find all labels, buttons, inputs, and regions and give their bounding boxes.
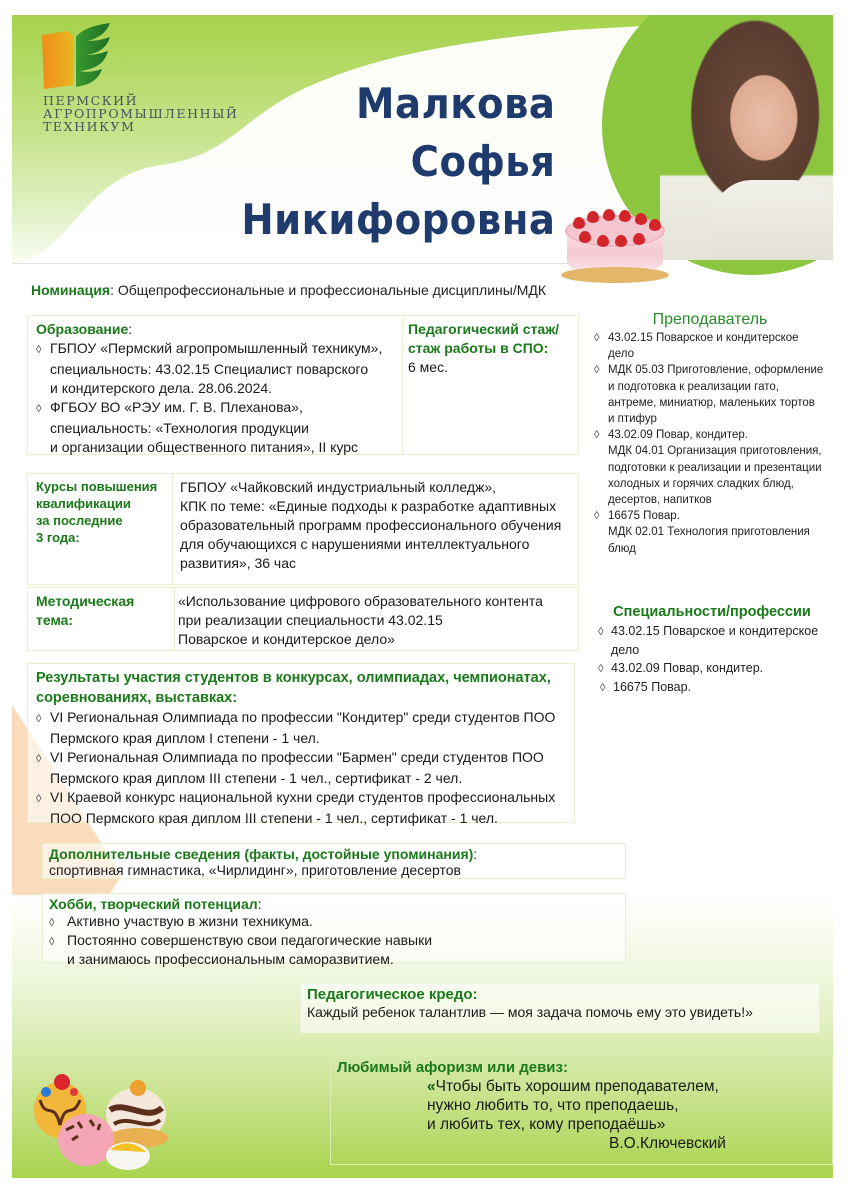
nomination-label: Номинация bbox=[31, 282, 111, 298]
hobby-box: Хобби, творческий потенциал: ◊ Активно участвую в жизни техникума. ◊ Постоянно совершенствую свои педагогические навыки и занимаюсь профессиональным саморазвитием. bbox=[42, 893, 626, 963]
additional-info-label: Дополнительные сведения (факты, достойные упоминания) bbox=[49, 846, 474, 862]
teacher-sweater bbox=[712, 180, 833, 260]
nomination-value: : Общепрофессиональные и профессиональные дисциплины/МДК bbox=[110, 282, 547, 298]
book-leaf-logo-icon bbox=[40, 23, 112, 89]
result-item: ◊ VI Региональная Олимпиада по профессии "Бармен" среди студентов ПОО Пермского края диплом III степени - 1 чел., сертификат - 2 чел. bbox=[36, 749, 544, 786]
specialty-item: ◊ 43.02.15 Поварское и кондитерское дело bbox=[598, 624, 819, 657]
result-item: ◊ VI Краевой конкурс национальной кухни среди студентов профессиональных ПОО Пермского края диплом III степени - 1 чел., сертификат - 1 чел. bbox=[36, 789, 556, 826]
specialties-title: Специальности/профессии bbox=[613, 604, 811, 620]
teacher-full-name bbox=[241, 75, 555, 249]
courses-value: ГБПОУ «Чайковский индустриальный колледж», КПК по теме: «Единые подходы к разработке адаптивных образовательный программ профессионального обучения для обучающихся с нарушениями интеллектуального развития», 36 час bbox=[180, 479, 562, 571]
method-topic-box bbox=[27, 587, 579, 651]
diamond-bullet-icon: ◊ bbox=[36, 793, 42, 805]
diamond-bullet-icon: ◊ bbox=[36, 753, 42, 765]
credo-value: Каждый ребенок талантлив — моя задача помочь ему это увидеть!» bbox=[307, 1004, 753, 1020]
teacher-subject-item: ◊ МДК 05.03 Приготовление, оформление и подготовка к реализации гато, антреме, миниатюр, маленьких тортов и птифур bbox=[594, 364, 824, 426]
aphorism-label: Любимый афоризм или девиз: bbox=[337, 1059, 568, 1076]
method-topic-value: «Использование цифрового образовательного контента при реализации специальности 43.02.15 Поварское и кондитерское дело» bbox=[178, 593, 543, 647]
additional-info-box: Дополнительные сведения (факты, достойные упоминания): спортивная гимнастика, «Чирлидинг», приготовление десертов bbox=[42, 843, 626, 879]
diamond-bullet-icon: ◊ bbox=[594, 332, 600, 344]
column-divider bbox=[174, 588, 175, 650]
credo-label: Педагогическое кредо: bbox=[307, 986, 478, 1003]
diamond-bullet-icon: ◊ bbox=[49, 936, 55, 948]
education-box bbox=[27, 315, 579, 455]
pedagogical-credo-box bbox=[300, 983, 820, 1033]
diamond-bullet-icon: ◊ bbox=[598, 626, 604, 638]
diamond-bullet-icon: ◊ bbox=[36, 403, 42, 415]
teacher-subject-item: ◊ 43.02.15 Поварское и кондитерское дело bbox=[594, 332, 799, 361]
diamond-bullet-icon: ◊ bbox=[598, 663, 604, 675]
experience-section bbox=[408, 320, 578, 377]
first-name: Софья bbox=[410, 137, 555, 186]
diamond-bullet-icon: ◊ bbox=[594, 510, 600, 523]
diamond-bullet-icon: ◊ bbox=[594, 429, 600, 442]
competition-results-box bbox=[27, 663, 575, 826]
teacher-section-title: Преподаватель bbox=[652, 311, 768, 328]
last-name: Малкова bbox=[355, 79, 555, 128]
aphorism-author: В.О.Ключевский bbox=[609, 1135, 726, 1152]
patronymic: Никифоровна bbox=[240, 195, 555, 244]
teacher-subjects-section bbox=[594, 310, 834, 557]
courses-box bbox=[27, 473, 579, 585]
nomination-line bbox=[31, 282, 546, 298]
page-margin-right bbox=[833, 0, 848, 1200]
specialty-item: ◊ 16675 Повар. bbox=[600, 678, 838, 697]
education-item: ◊ ГБПОУ «Пермский агропромышленный техникум», специальность: 43.02.15 Специалист поварского и кондитерского дела. 28.06.2024. bbox=[36, 340, 383, 396]
profile-page bbox=[12, 15, 833, 1178]
teacher-subject-item: ◊ 43.02.09 Повар, кондитер. МДК 04.01 Организация приготовления, подготовки к реализации и презентации холодных и горячих сладких блюд, десертов, напитков bbox=[594, 429, 822, 507]
header-divider bbox=[12, 263, 572, 264]
column-divider bbox=[172, 474, 173, 584]
additional-info-value: спортивная гимнастика, «Чирлидинг», приготовление десертов bbox=[49, 862, 461, 878]
results-title: Результаты участия студентов в конкурсах, олимпиадах, чемпионатах, соревнованиях, выставках: bbox=[36, 670, 551, 706]
column-divider bbox=[402, 316, 403, 454]
aphorism-quote: «Чтобы быть хорошим преподавателем, нужно любить то, что преподаешь, и любить тех, кому преподаёшь» В.О.Ключевский bbox=[337, 1077, 826, 1153]
diamond-bullet-icon: ◊ bbox=[36, 344, 42, 356]
diamond-bullet-icon: ◊ bbox=[49, 917, 55, 929]
experience-value: 6 мес. bbox=[408, 359, 448, 375]
aphorism-box bbox=[330, 1055, 833, 1165]
hobby-item: ◊ Активно участвую в жизни техникума. bbox=[49, 913, 619, 932]
specialties-section bbox=[598, 603, 838, 697]
diamond-bullet-icon: ◊ bbox=[600, 682, 606, 694]
education-item: ◊ ФГБОУ ВО «РЭУ им. Г. В. Плеханова», специальность: «Технология продукции и организации общественного питания», II курс bbox=[36, 399, 359, 455]
strawberry-cake-image bbox=[565, 205, 665, 290]
method-topic-label: Методическая тема: bbox=[36, 593, 135, 628]
courses-label: Курсы повышения квалификации за последние 3 года: bbox=[36, 479, 158, 545]
teacher-subject-item: ◊ 16675 Повар. МДК 02.01 Технология приготовления блюд bbox=[594, 510, 810, 555]
institution-name: ПЕРМСКИЙ АГРОПРОМЫШЛЕННЫЙ ТЕХНИКУМ bbox=[43, 93, 239, 134]
result-item: ◊ VI Региональная Олимпиада по профессии "Кондитер" среди студентов ПОО Пермского края диплом I степени - 1 чел. bbox=[36, 709, 556, 746]
hobby-label: Хобби, творческий потенциал bbox=[49, 896, 258, 912]
diamond-bullet-icon: ◊ bbox=[36, 713, 42, 725]
education-section: Образование: ◊ ГБПОУ «Пермский агропромышленный техникум», специальность: 43.02.15 Специалист поварского и кондитерского дела. 28.06.2024. ◊ ФГБОУ ВО «РЭУ им. Г. В. Плеханова», специальность: «Технология продукции и организации общественного питания», II курс bbox=[36, 320, 396, 457]
experience-label: Педагогический стаж/ стаж работы в СПО: bbox=[408, 321, 560, 356]
education-label: Образование bbox=[36, 321, 129, 337]
hobby-item: ◊ Постоянно совершенствую свои педагогические навыки и занимаюсь профессиональным саморазвитием. bbox=[49, 932, 433, 967]
diamond-bullet-icon: ◊ bbox=[594, 364, 600, 377]
desserts-image bbox=[26, 1070, 176, 1170]
specialty-item: ◊ 43.02.09 Повар, кондитер. bbox=[598, 659, 838, 678]
